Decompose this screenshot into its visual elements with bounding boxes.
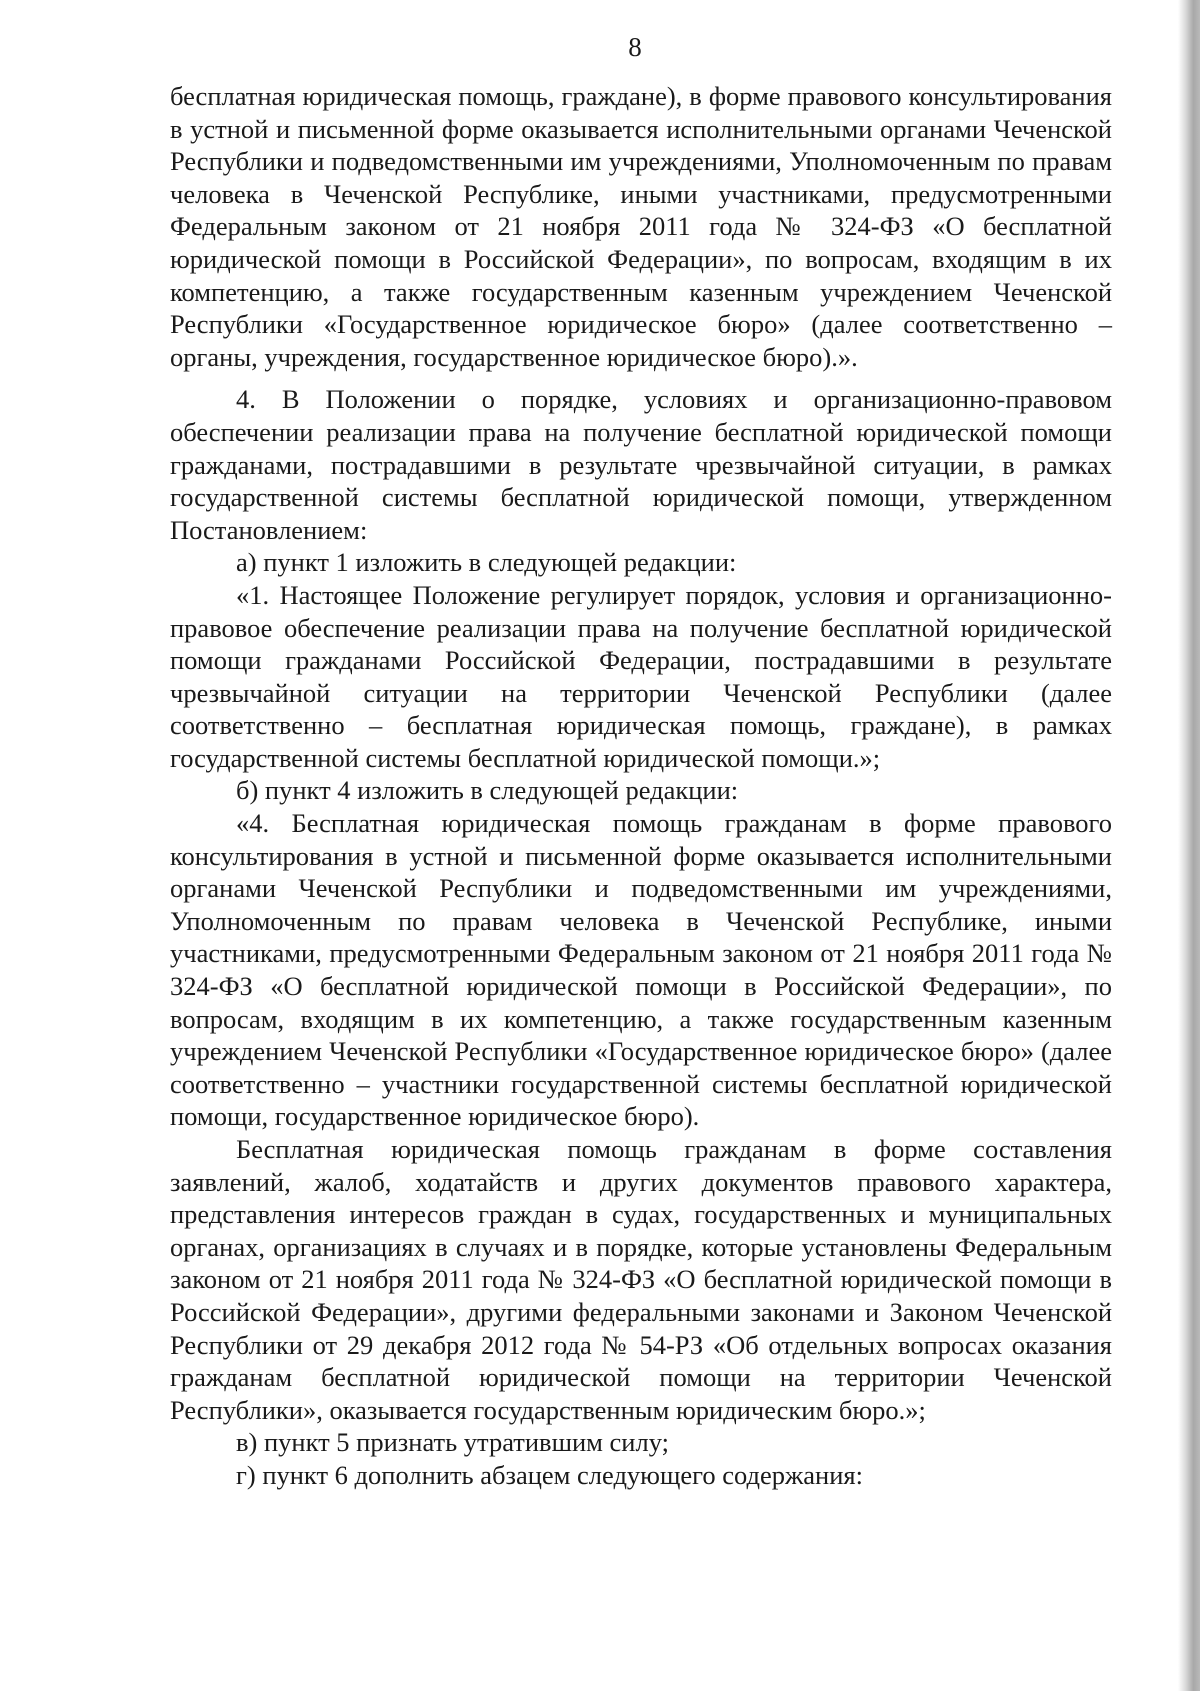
- paragraph-quoted-point-1: «1. Настоящее Положение регулирует порядок, условия и организационно-правовое обеспечение реализации права на получение бесплатной юридической помощи гражданами Российской Федерации, пострадавшими в результате чрезвычайной ситуации на территории Чеченской Республики (далее соответственно – бесплатная юридическая помощь, граждане), в рамках государственной системы бесплатной юридической помощи.»;: [170, 579, 1112, 773]
- paragraph-subitem-b: б) пункт 4 изложить в следующей редакции:: [236, 775, 739, 806]
- paragraph-item-4: 4. В Положении о порядке, условиях и организационно-правовом обеспечении реализации права на получение бесплатной юридической помощи гражданами, пострадавшими в результате чрезвычайной ситуации, в рамках государственной системы бесплатной юридической помощи, утвержденном Постановлением:: [170, 384, 1112, 545]
- scan-edge-shadow: [1178, 0, 1200, 1691]
- paragraph-continuation: бесплатная юридическая помощь, граждане), в форме правового консультирования в устной и письменной форме оказывается исполнительными органами Чеченской Республики и подведомственными им учреждениями, Уполномоченным по правам человека в Чеченской Республике, иными участниками, предусмотренными Федеральным законом от 21 ноября 2011 года № 324-ФЗ «О бесплатной юридической помощи в Российской Федерации», по вопросам, входящим в их компетенцию, а также государственным казенным учреждением Чеченской Республики «Государственное юридическое бюро» (далее соответственно – органы, учреждения, государственное юридическое бюро).».: [170, 81, 1112, 372]
- paragraph-subitem-a: а) пункт 1 изложить в следующей редакции:: [236, 547, 737, 578]
- paragraph-free-legal-aid: Бесплатная юридическая помощь гражданам в форме составления заявлений, жалоб, ходатайств и других документов правового характера, представления интересов граждан в судах, государственных и муниципальных органах, организациях в случаях и в порядке, которые установлены Федеральным законом от 21 ноября 2011 года № 324-ФЗ «О бесплатной юридической помощи в Российской Федерации», другими федеральными законами и Законом Чеченской Республики от 29 декабря 2012 года № 54-РЗ «Об отдельных вопросах оказания гражданам бесплатной юридической помощи на территории Чеченской Республики», оказывается государственным юридическим бюро.»;: [170, 1134, 1112, 1425]
- paragraph-quoted-point-4: «4. Бесплатная юридическая помощь гражданам в форме правового консультирования в устной и письменной форме оказывается исполнительными органами Чеченской Республики и подведомственными им учреждениями, Уполномоченным по правам человека в Чеченской Республике, иными участниками, предусмотренными Федеральным законом от 21 ноября 2011 года № 324-ФЗ «О бесплатной юридической помощи в Российской Федерации», по вопросам, входящим в их компетенцию, а также государственным казенным учреждением Чеченской Республики «Государственное юридическое бюро» (далее соответственно – участники государственной системы бесплатной юридической помощи, государственное юридическое бюро).: [170, 808, 1112, 1132]
- paragraph-subitem-g: г) пункт 6 дополнить абзацем следующего содержания:: [236, 1459, 863, 1490]
- paragraph-subitem-v: в) пункт 5 признать утратившим силу;: [236, 1427, 669, 1458]
- document-body: [170, 80, 1112, 1492]
- page-number: 8: [628, 32, 642, 62]
